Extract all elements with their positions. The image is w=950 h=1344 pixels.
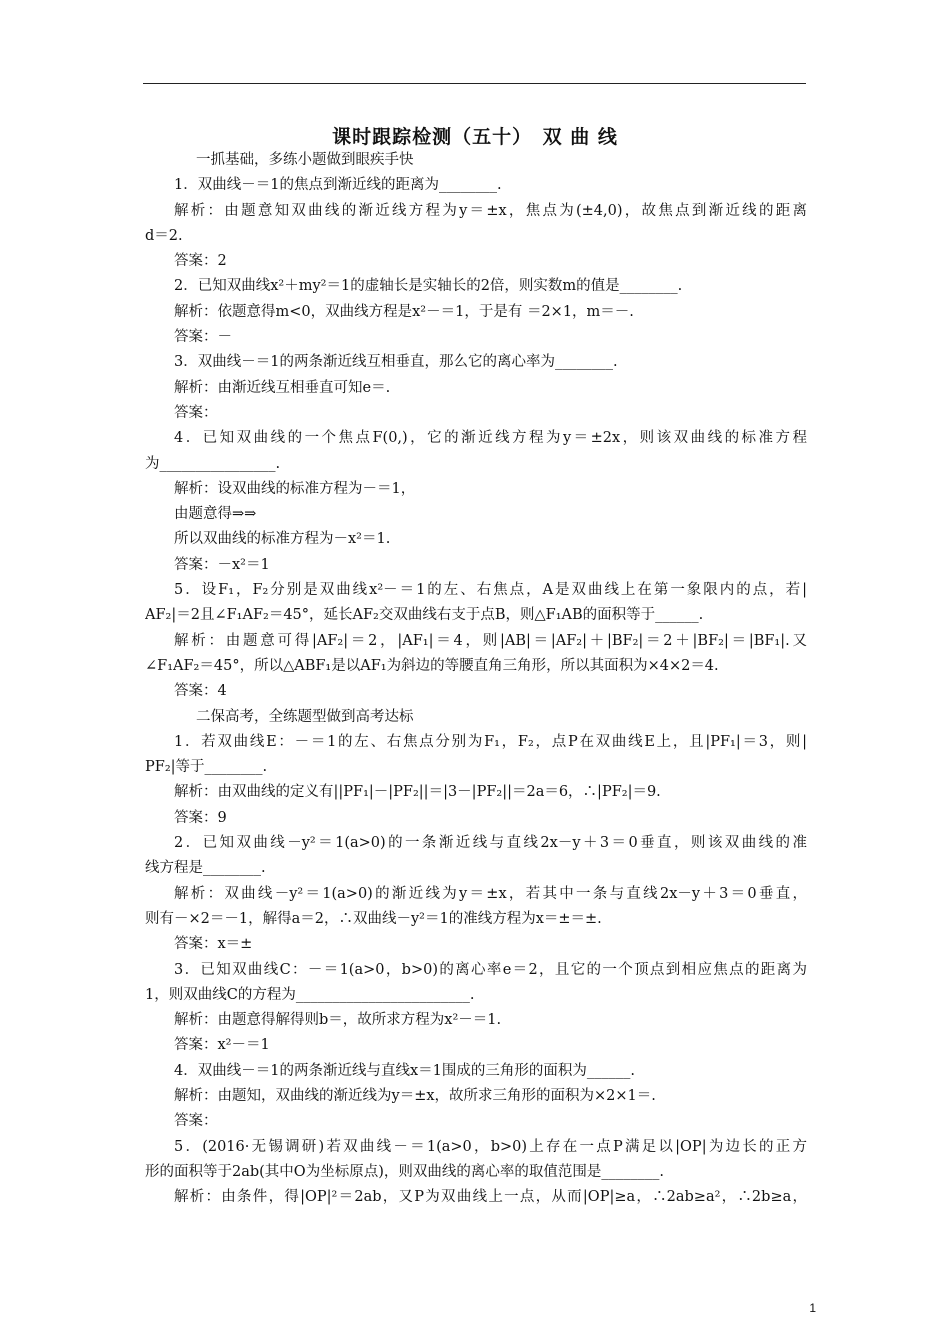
solution-3: 解析：由渐近线互相垂直可知e＝. [174,379,391,396]
solution-1-cont: d＝2. [145,227,183,244]
exam-question-3: 3．已知双曲线C：－＝1(a>0，b>0)的离心率e＝2，且它的一个顶点到相应焦点的距离为 [174,961,807,978]
exam-answer-1: 答案：9 [174,809,227,826]
solution-5: 解析：由题意可得|AF₂|＝2，|AF₁|＝4，则|AB|＝|AF₂|＋|BF₂|＝2＋|BF₂|＝|BF₁|.又 [174,632,807,649]
exam-solution-1: 解析：由双曲线的定义有||PF₁|－|PF₂||＝|3－|PF₂||＝2a＝6，∴|PF₂|＝9. [174,784,661,801]
page-title: 课时跟踪检测（五十） 双 曲 线 [332,126,618,148]
exam-question-1: 1．若双曲线E：－＝1的左、右焦点分别为F₁，F₂，点P在双曲线E上，且|PF₁|＝3，则| [174,733,807,750]
solution-2: 解析：依题意得m<0，双曲线方程是x²－＝1，于是有 ＝2×1，m＝－. [174,303,634,320]
exam-question-5: 5．(2016·无锡调研)若双曲线－＝1(a>0，b>0)上存在一点P满足以|OP|为边长的正方 [174,1138,807,1155]
question-3: 3．双曲线－＝1的两条渐近线互相垂直，那么它的离心率为________. [174,354,618,371]
header-rule [143,83,806,84]
document-body [145,148,807,1210]
exam-question-2-cont: 线方程是________. [145,860,266,877]
answer-4: 答案：－x²＝1 [174,556,270,573]
solution-5-cont: ∠F₁AF₂＝45°，所以△ABF₁是以AF₁为斜边的等腰直角三角形，所以其面积为×4×2＝4. [145,657,719,674]
answer-3: 答案： [174,404,218,421]
section-heading-exam: 二保高考，全练题型做到高考达标 [196,708,414,725]
answer-5: 答案：4 [174,683,227,700]
question-1: 1．双曲线－＝1的焦点到渐近线的距离为________. [174,177,502,194]
exam-solution-5: 解析：由条件，得|OP|²＝2ab，又P为双曲线上一点，从而|OP|≥a，∴2ab≥a²，∴2b≥a， [174,1189,807,1206]
question-2: 2．已知双曲线x²＋my²＝1的虚轴长是实轴长的2倍，则实数m的值是________. [174,278,683,295]
exam-question-2: 2．已知双曲线－y²＝1(a>0)的一条渐近线与直线2x－y＋3＝0垂直，则该双曲线的准 [174,835,807,852]
answer-2: 答案：－ [174,329,232,346]
question-4: 4．已知双曲线的一个焦点F(0,)，它的渐近线方程为y＝±2x，则该双曲线的标准方程 [174,430,807,447]
exam-solution-2: 解析：双曲线－y²＝1(a>0)的渐近线为y＝±x，若其中一条与直线2x－y＋3＝0垂直， [174,885,807,902]
solution-4-result: 所以双曲线的标准方程为－x²＝1. [174,531,391,548]
question-4-cont: 为________________. [145,455,281,472]
question-5: 5．设F₁，F₂分别是双曲线x²－＝1的左、右焦点，A是双曲线上在第一象限内的点，若| [174,582,807,599]
page-number: 1 [809,1301,816,1315]
exam-solution-2-cont: 则有－×2＝－1，解得a＝2，∴双曲线－y²＝1的准线方程为x＝±＝±. [145,910,602,927]
section-heading-basics: 一抓基础，多练小题做到眼疾手快 [196,152,414,168]
exam-answer-2: 答案：x＝± [174,936,253,953]
exam-question-5-cont: 形的面积等于2ab(其中O为坐标原点)，则双曲线的离心率的取值范围是________. [145,1163,664,1180]
solution-4: 解析：设双曲线的标准方程为－＝1， [174,480,416,497]
question-5-cont: AF₂|＝2且∠F₁AF₂＝45°，延长AF₂交双曲线右支于点B，则△F₁AB的面积等于______. [145,607,704,624]
solution-1: 解析：由题意知双曲线的渐近线方程为y＝±x，焦点为(±4,0)，故焦点到渐近线的距离 [174,202,807,219]
exam-answer-4: 答案： [174,1113,218,1130]
exam-question-3-cont: 1，则双曲线C的方程为________________________. [145,986,475,1003]
exam-question-1-cont: PF₂|等于________. [145,759,268,776]
exam-solution-4: 解析：由题知，双曲线的渐近线为y＝±x，故所求三角形的面积为×2×1＝. [174,1087,656,1104]
answer-1: 答案：2 [174,253,227,270]
exam-question-4: 4．双曲线－＝1的两条渐近线与直线x＝1围成的三角形的面积为______. [174,1062,635,1079]
exam-solution-3: 解析：由题意得解得则b＝，故所求方程为x²－＝1. [174,1012,502,1029]
exam-answer-3: 答案：x²－＝1 [174,1037,270,1054]
solution-4-step: 由题意得⇒⇒ [174,506,257,523]
